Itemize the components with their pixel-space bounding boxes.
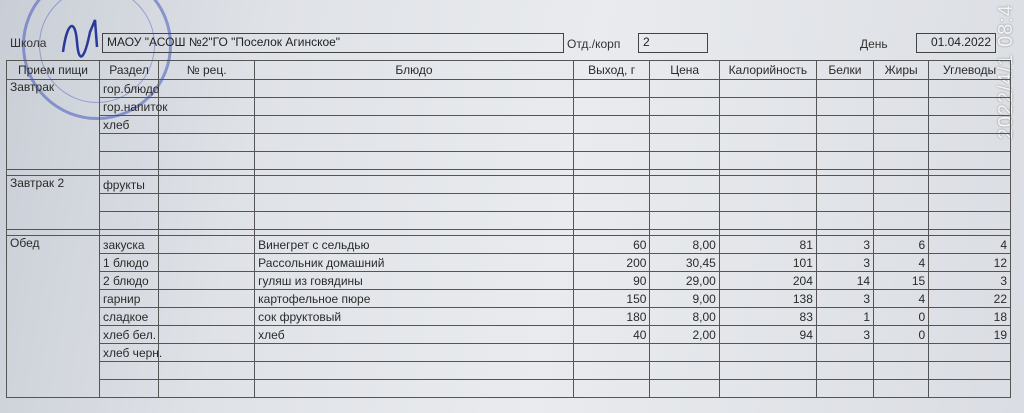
cell-cal: 138 [719,290,816,308]
meal-name-cell: Завтрак 2 [7,176,100,230]
cell-dish [255,344,574,362]
cell-cal [719,80,816,98]
column-header: Раздел [99,61,158,80]
cell-prot: 3 [816,254,873,272]
cell-dish: сок фруктовый [255,308,574,326]
cell-out [573,116,650,134]
cell-price [650,344,719,362]
column-header: Углеводы [929,61,1011,80]
cell-rec [159,362,255,380]
cell-prot [816,152,873,170]
cell-fat: 15 [874,272,929,290]
cell-out [573,380,650,398]
cell-section [99,134,158,152]
cell-fat: 4 [874,290,929,308]
day-label: День [860,37,888,51]
table-row [7,272,1011,290]
cell-fat [874,212,929,230]
table-row [7,116,1011,134]
table-body [7,80,1011,398]
cell-dish: Рассольник домашний [255,254,574,272]
cell-section: фрукты [99,176,158,194]
table-row [7,176,1011,194]
cell-rec [159,254,255,272]
cell-carb: 3 [929,272,1011,290]
cell-cal [719,344,816,362]
cell-carb: 12 [929,254,1011,272]
cell-price [650,380,719,398]
cell-fat [874,98,929,116]
table-row [7,80,1011,98]
cell-dish [255,98,574,116]
cell-rec [159,212,255,230]
cell-fat [874,344,929,362]
cell-rec [159,272,255,290]
cell-cal [719,380,816,398]
cell-section: гарнир [99,290,158,308]
cell-prot [816,380,873,398]
cell-price: 2,00 [650,326,719,344]
table-row [7,236,1011,254]
menu-table [6,60,1011,398]
cell-rec [159,134,255,152]
school-field: МАОУ "АСОШ №2"ГО "Поселок Агинское" [102,33,564,53]
table-row [7,380,1011,398]
cell-carb: 19 [929,326,1011,344]
dept-label: Отд./корп [567,37,621,51]
cell-price: 9,00 [650,290,719,308]
column-header: Блюдо [255,61,574,80]
cell-dish [255,80,574,98]
cell-fat [874,176,929,194]
cell-section: гор.напиток [99,98,158,116]
cell-fat [874,116,929,134]
cell-cal [719,194,816,212]
cell-out: 60 [573,236,650,254]
cell-cal [719,98,816,116]
column-header: Жиры [874,61,929,80]
cell-section: 1 блюдо [99,254,158,272]
cell-out [573,362,650,380]
cell-dish [255,212,574,230]
cell-out [573,176,650,194]
cell-fat [874,380,929,398]
cell-prot [816,134,873,152]
cell-carb [929,344,1011,362]
column-header: Цена [650,61,719,80]
cell-cal [719,362,816,380]
cell-price: 30,45 [650,254,719,272]
cell-cal: 94 [719,326,816,344]
cell-rec [159,116,255,134]
cell-section: гор.блюдо [99,80,158,98]
cell-cal [719,134,816,152]
cell-out: 200 [573,254,650,272]
cell-cal: 204 [719,272,816,290]
cell-cal [719,152,816,170]
cell-dish: картофельное пюре [255,290,574,308]
cell-price [650,98,719,116]
cell-price [650,362,719,380]
cell-price [650,194,719,212]
cell-dish: гуляш из говядины [255,272,574,290]
meal-name-cell: Завтрак [7,80,100,170]
cell-fat [874,152,929,170]
cell-cal: 83 [719,308,816,326]
cell-dish [255,194,574,212]
cell-section: сладкое [99,308,158,326]
cell-carb [929,362,1011,380]
cell-prot [816,98,873,116]
cell-price: 29,00 [650,272,719,290]
column-header: Прием пищи [7,61,100,80]
cell-section: хлеб черн. [99,344,158,362]
cell-rec [159,194,255,212]
table-row [7,290,1011,308]
cell-out: 40 [573,326,650,344]
table-row [7,212,1011,230]
cell-out [573,80,650,98]
cell-section [99,212,158,230]
cell-rec [159,236,255,254]
cell-out [573,134,650,152]
cell-fat: 0 [874,308,929,326]
cell-dish: Винегрет с сельдью [255,236,574,254]
cell-cal: 101 [719,254,816,272]
cell-fat [874,134,929,152]
cell-cal [719,116,816,134]
table-row [7,152,1011,170]
cell-cal [719,176,816,194]
cell-carb [929,380,1011,398]
cell-section [99,194,158,212]
cell-out [573,98,650,116]
cell-rec [159,344,255,362]
column-header: Калорийность [719,61,816,80]
cell-section [99,362,158,380]
cell-rec [159,290,255,308]
cell-carb: 4 [929,236,1011,254]
cell-dish [255,176,574,194]
cell-carb [929,116,1011,134]
cell-rec [159,80,255,98]
cell-price: 8,00 [650,308,719,326]
cell-fat [874,194,929,212]
cell-out [573,152,650,170]
table-row [7,362,1011,380]
cell-prot: 3 [816,290,873,308]
table-row [7,344,1011,362]
cell-carb [929,194,1011,212]
cell-dish [255,362,574,380]
column-header: Белки [816,61,873,80]
table-row [7,326,1011,344]
dept-field: 2 [638,33,708,53]
table-row [7,194,1011,212]
cell-carb [929,176,1011,194]
cell-carb: 18 [929,308,1011,326]
cell-section [99,380,158,398]
cell-price [650,80,719,98]
cell-section: 2 блюдо [99,272,158,290]
cell-carb [929,134,1011,152]
cell-rec [159,152,255,170]
table-header-row [7,61,1011,80]
cell-section: хлеб [99,116,158,134]
cell-dish [255,152,574,170]
cell-section [99,152,158,170]
cell-carb [929,152,1011,170]
cell-out [573,194,650,212]
cell-price: 8,00 [650,236,719,254]
cell-fat: 4 [874,254,929,272]
table-row [7,254,1011,272]
cell-out: 180 [573,308,650,326]
cell-cal [719,212,816,230]
column-header: Выход, г [573,61,650,80]
cell-prot [816,80,873,98]
cell-fat [874,362,929,380]
cell-prot: 3 [816,236,873,254]
cell-carb [929,80,1011,98]
cell-dish [255,116,574,134]
cell-carb [929,212,1011,230]
cell-fat: 6 [874,236,929,254]
cell-rec [159,308,255,326]
cell-prot: 3 [816,326,873,344]
cell-price [650,212,719,230]
cell-rec [159,326,255,344]
cell-section: закуска [99,236,158,254]
cell-out: 150 [573,290,650,308]
cell-dish: хлеб [255,326,574,344]
photo-timestamp: 2022/4/1 08:4 [995,4,1017,140]
cell-fat [874,80,929,98]
school-label: Школа [10,36,47,50]
cell-price [650,176,719,194]
cell-carb [929,98,1011,116]
cell-rec [159,98,255,116]
cell-rec [159,176,255,194]
cell-prot [816,212,873,230]
cell-dish [255,134,574,152]
cell-prot: 14 [816,272,873,290]
cell-section: хлеб бел. [99,326,158,344]
cell-price [650,152,719,170]
cell-prot [816,116,873,134]
cell-fat: 0 [874,326,929,344]
day-field: 01.04.2022 [916,33,996,53]
meal-name-cell: Обед [7,236,100,398]
table-row [7,308,1011,326]
cell-rec [159,380,255,398]
cell-prot: 1 [816,308,873,326]
cell-prot [816,344,873,362]
cell-price [650,134,719,152]
cell-prot [816,176,873,194]
cell-cal: 81 [719,236,816,254]
column-header: № рец. [159,61,255,80]
table-row [7,98,1011,116]
cell-carb: 22 [929,290,1011,308]
cell-price [650,116,719,134]
cell-out [573,344,650,362]
cell-prot [816,194,873,212]
cell-prot [816,362,873,380]
cell-out: 90 [573,272,650,290]
table-row [7,134,1011,152]
cell-dish [255,380,574,398]
cell-out [573,212,650,230]
